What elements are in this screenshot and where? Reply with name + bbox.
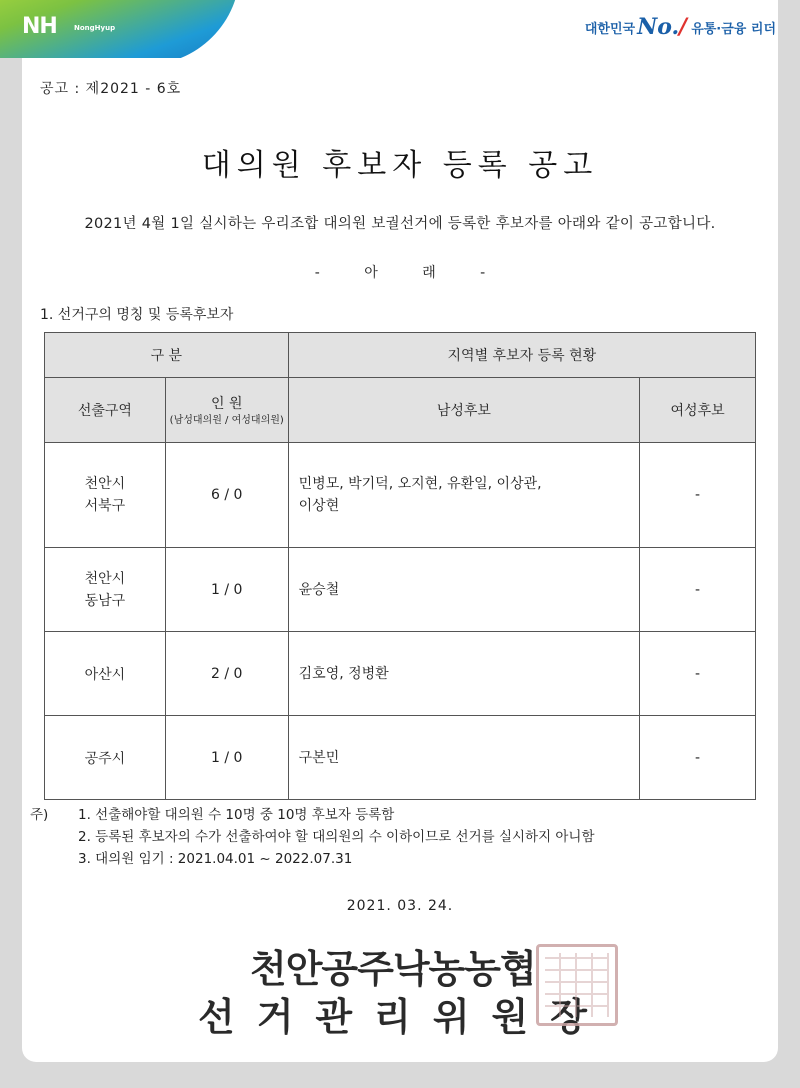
header	[0, 0, 800, 58]
district-line2: 동남구	[84, 592, 126, 609]
slogan-pre: 대한민국	[584, 21, 636, 37]
table-row	[45, 443, 756, 548]
note-row	[30, 826, 595, 848]
male-cell: 구본민	[288, 716, 639, 800]
issue-date: 2021. 03. 24.	[346, 898, 454, 914]
notes	[30, 804, 595, 870]
table-row	[45, 548, 756, 632]
header-seats-sub: (남성대의원 / 여성대의원)	[169, 415, 284, 426]
female-cell: -	[640, 632, 756, 716]
note-item: 1. 선출해야할 대의원 수 10명 중 10명 후보자 등록함	[78, 807, 395, 823]
slogan-slash-icon: /	[679, 14, 688, 40]
notice-number: 공고 : 제2021 - 6호	[40, 81, 182, 97]
female-cell: -	[640, 548, 756, 632]
section-title: 1. 선거구의 명칭 및 등록후보자	[40, 307, 234, 323]
female-cell: -	[640, 716, 756, 800]
slogan-post: 유통·금융 리더	[691, 21, 776, 37]
district-cell	[45, 548, 166, 632]
header-seats-label: 인 원	[210, 396, 243, 412]
document-title: 대의원 후보자 등록 공고	[201, 148, 599, 183]
table-row	[45, 632, 756, 716]
table-header-row	[45, 333, 756, 378]
note-item: 2. 등록된 후보자의 수가 선출하여야 할 대의원의 수 이하이므로 선거를 실시하지 아니함	[78, 829, 595, 845]
header-female: 여성후보	[640, 378, 756, 443]
table-subheader-row	[45, 378, 756, 443]
district-line1: 천안시	[84, 570, 126, 587]
header-seats	[165, 378, 288, 443]
header-district: 선출구역	[45, 378, 166, 443]
official-seal	[536, 944, 618, 1026]
seats-cell: 1 / 0	[165, 548, 288, 632]
org-name: 천안공주낙농농협	[250, 947, 536, 991]
nh-logo: NH	[22, 14, 57, 39]
male-cell	[288, 443, 639, 548]
male-line1: 민병모, 박기덕, 오지현, 유환일, 이상관,	[298, 476, 542, 492]
male-cell: 윤승철	[288, 548, 639, 632]
district-line2: 서북구	[84, 498, 126, 514]
lead-text: 2021년 4월 1일 실시하는 우리조합 대의원 보궐선거에 등록한 후보자를 아래와 같이 공고합니다.	[84, 216, 716, 232]
district-cell: 아산시	[45, 632, 166, 716]
seats-cell: 1 / 0	[165, 716, 288, 800]
header-status: 지역별 후보자 등록 현황	[288, 333, 755, 378]
header-male: 남성후보	[288, 378, 639, 443]
candidate-table	[44, 332, 756, 800]
male-line2: 이상현	[298, 498, 340, 514]
table-row	[45, 716, 756, 800]
header-category: 구 분	[45, 333, 289, 378]
note-row	[30, 848, 595, 870]
nh-logo-sub: NongHyup	[74, 24, 116, 32]
arae-label: - 아 래 -	[314, 265, 486, 281]
seats-cell: 6 / 0	[165, 443, 288, 548]
district-cell	[45, 443, 166, 548]
district-cell: 공주시	[45, 716, 166, 800]
female-cell: -	[640, 443, 756, 548]
seats-cell: 2 / 0	[165, 632, 288, 716]
note-row	[30, 804, 595, 826]
district-line1: 천안시	[84, 476, 126, 492]
org-title: 선거관리위원장	[198, 995, 609, 1039]
slogan-no1: No.	[637, 14, 680, 40]
note-item: 3. 대의원 임기 : 2021.04.01 ~ 2022.07.31	[78, 851, 353, 867]
seal-pattern	[545, 953, 609, 1017]
slogan	[585, 14, 776, 40]
notes-label: 주)	[30, 807, 49, 823]
male-cell: 김호영, 정병환	[288, 632, 639, 716]
